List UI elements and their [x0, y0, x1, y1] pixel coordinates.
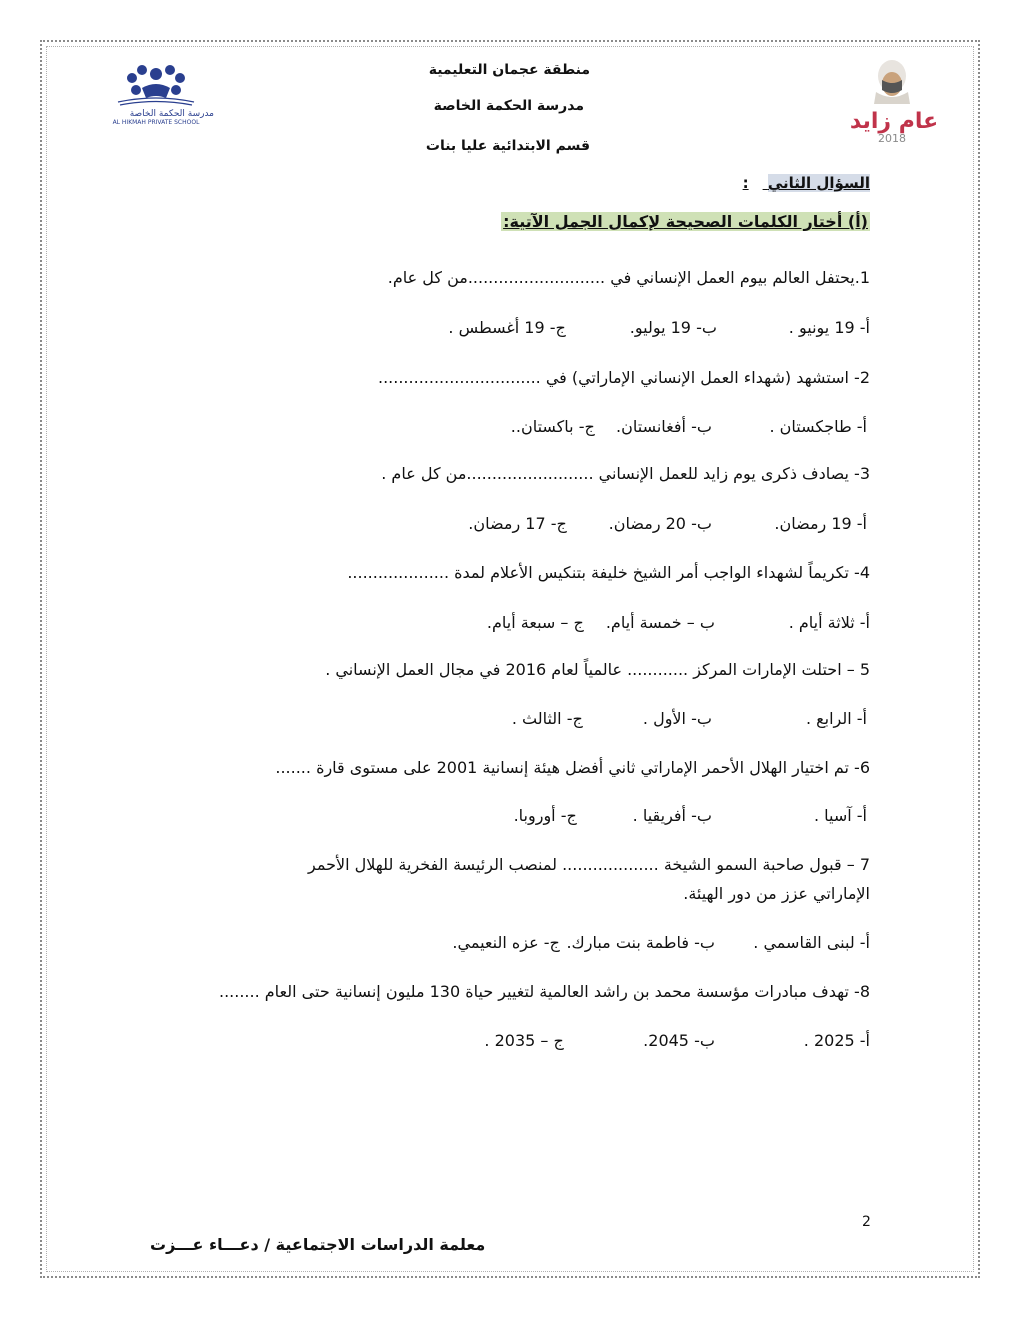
header-school: مدرسة الحكمة الخاصة — [433, 98, 584, 114]
option-b[interactable]: ب- أفغانستان. — [616, 417, 712, 436]
options-6 — [514, 806, 867, 825]
option-b[interactable]: ب- 2045. — [643, 1031, 715, 1050]
option-a[interactable]: أ- آسيا . — [813, 806, 867, 825]
option-c[interactable]: ج- الثالث . — [511, 709, 583, 728]
option-b[interactable]: ب- الأول . — [642, 709, 712, 728]
option-a[interactable]: أ- 2025 . — [803, 1031, 870, 1050]
question-item-8: 8- تهدف مبادرات مؤسسة محمد بن راشد العالمية لتغيير حياة 130 مليون إنسانية حتى العام ........ — [219, 982, 870, 1001]
options-7 — [452, 933, 870, 952]
option-b[interactable]: ب – خمسة أيام. — [605, 613, 715, 632]
option-b[interactable]: ب- أفريقيا . — [632, 806, 712, 825]
option-a[interactable]: أ- ثلاثة أيام . — [788, 613, 870, 632]
question-item-6: 6- تم اختيار الهلال الأحمر الإماراتي ثاني أفضل هيئة إنسانية 2001 على مستوى قارة ....... — [275, 758, 870, 777]
option-c[interactable]: ج – سبعة أيام. — [486, 613, 584, 632]
page-number: 2 — [862, 1214, 871, 1230]
question-item-4: 4- تكريماً لشهداء الواجب أمر الشيخ خليفة بتنكيس الأعلام لمدة .................... — [347, 563, 870, 582]
zayed-year-logo — [849, 56, 939, 146]
question-item-7-cont: الإماراتي عزز من دور الهيئة. — [683, 884, 870, 903]
school-logo — [94, 58, 218, 126]
option-c[interactable]: ج- أوروبا. — [513, 806, 577, 825]
option-b[interactable]: ب- 20 رمضان. — [608, 514, 712, 533]
options-1 — [448, 318, 870, 337]
school-logo-english: AL HIKMAH PRIVATE SCHOOL — [112, 119, 200, 126]
option-c[interactable]: ج- باكستان.. — [510, 417, 595, 436]
options-2 — [511, 417, 867, 436]
option-c[interactable]: ج- عزه النعيمي. — [452, 933, 560, 952]
question-item-2: 2- استشهد (شهداء العمل الإنساني الإماراتي) في ................................ — [378, 368, 870, 387]
zayed-logo-year: 2018 — [878, 132, 906, 145]
question-title-text: السؤال الثاني — [767, 174, 870, 192]
options-3 — [468, 514, 867, 533]
options-8 — [484, 1031, 870, 1050]
header-section: قسم الابتدائية عليا بنات — [425, 138, 590, 154]
footer-teacher: معلمة الدراسات الاجتماعية / دعـــاء عـــزت — [150, 1235, 486, 1254]
question-item-3: 3- يصادف ذكرى يوم زايد للعمل الإنساني .........................من كل عام . — [381, 464, 870, 483]
option-b[interactable]: ب- فاطمة بنت مبارك. — [566, 933, 715, 952]
option-a[interactable]: أ- طاجكستان . — [769, 417, 867, 436]
question-item-7: 7 – قبول صاحبة السمو الشيخة ................... لمنصب الرئيسة الفخرية للهلال الأحمر — [307, 855, 870, 874]
option-a[interactable]: أ- 19 رمضان. — [774, 514, 867, 533]
question-title-colon: : — [742, 174, 749, 192]
school-logo-arabic: مدرسة الحكمة الخاصة — [129, 109, 214, 119]
option-a[interactable]: أ- 19 يونيو . — [788, 318, 870, 337]
option-c[interactable]: ج – 2035 . — [484, 1031, 564, 1050]
question-item-5: 5 – احتلت الإمارات المركز ............ عالمياً لعام 2016 في مجال العمل الإنساني . — [325, 660, 870, 679]
header-emirate: منطقة عجمان التعليمية — [428, 62, 590, 78]
question-item-1: 1.يحتفل العالم بيوم العمل الإنساني في ...........................من كل عام. — [387, 268, 870, 287]
option-b[interactable]: ب- 19 يوليو. — [629, 318, 717, 337]
options-5 — [512, 709, 867, 728]
option-c[interactable]: ج- 17 رمضان. — [468, 514, 567, 533]
zayed-logo-text: عام زايد — [849, 109, 939, 134]
options-4 — [487, 613, 870, 632]
option-a[interactable]: أ- الرابع . — [805, 709, 867, 728]
option-a[interactable]: أ- لبنى القاسمي . — [753, 933, 870, 952]
option-c[interactable]: ج- 19 أغسطس . — [448, 318, 566, 337]
question-instruction: (أ) أختار الكلمات الصحيحة لإكمال الجمل الآتية: — [503, 212, 868, 231]
question-title — [743, 174, 870, 192]
